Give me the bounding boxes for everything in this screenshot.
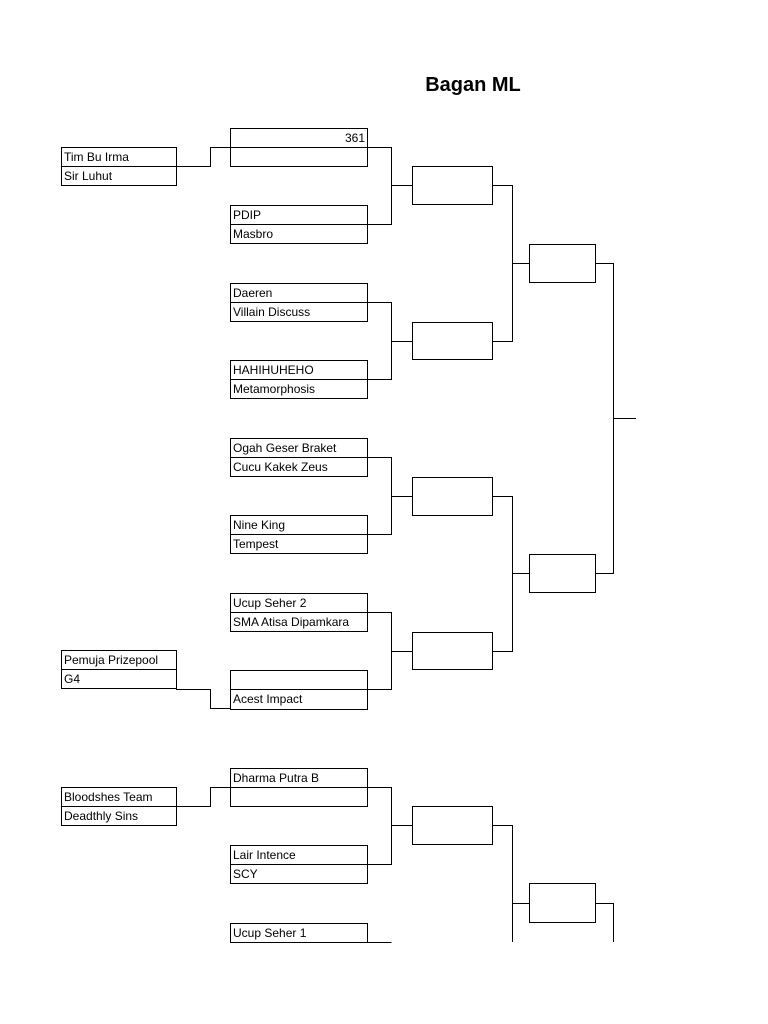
team-slot: Lair Intence bbox=[230, 845, 368, 865]
team-slot: Sir Luhut bbox=[61, 166, 177, 186]
team-slot: G4 bbox=[61, 669, 177, 689]
round3-slot bbox=[412, 477, 493, 516]
round3-slot bbox=[412, 632, 493, 670]
team-slot: Villain Discuss bbox=[230, 302, 368, 322]
team-slot bbox=[230, 670, 368, 690]
team-slot: Nine King bbox=[230, 515, 368, 535]
round3-slot bbox=[412, 806, 493, 845]
team-slot: Bloodshes Team bbox=[61, 787, 177, 807]
team-slot: Ucup Seher 2 bbox=[230, 593, 368, 613]
team-slot bbox=[230, 787, 368, 807]
team-slot: 361 bbox=[230, 128, 368, 148]
round4-slot bbox=[529, 883, 596, 923]
team-slot: Daeren bbox=[230, 283, 368, 303]
round4-slot bbox=[529, 244, 596, 283]
team-slot: Pemuja Prizepool bbox=[61, 650, 177, 670]
team-slot: HAHIHUHEHO bbox=[230, 360, 368, 380]
team-slot: PDIP bbox=[230, 205, 368, 225]
team-slot: Dharma Putra B bbox=[230, 768, 368, 788]
team-slot: Tempest bbox=[230, 534, 368, 554]
team-slot: Masbro bbox=[230, 224, 368, 244]
team-slot: Ogah Geser Braket bbox=[230, 438, 368, 458]
team-slot: Acest Impact bbox=[230, 689, 368, 710]
page-title: Bagan ML bbox=[425, 74, 521, 96]
round3-slot bbox=[412, 322, 493, 360]
round3-slot bbox=[412, 166, 493, 205]
team-slot: Tim Bu Irma bbox=[61, 147, 177, 167]
team-slot: Cucu Kakek Zeus bbox=[230, 457, 368, 477]
team-slot: Ucup Seher 1 bbox=[230, 923, 368, 943]
team-slot: Deadthly Sins bbox=[61, 806, 177, 826]
team-slot bbox=[230, 147, 368, 167]
round4-slot bbox=[529, 554, 596, 593]
team-slot: SMA Atisa Dipamkara bbox=[230, 612, 368, 632]
team-slot: SCY bbox=[230, 864, 368, 884]
team-slot: Metamorphosis bbox=[230, 379, 368, 399]
